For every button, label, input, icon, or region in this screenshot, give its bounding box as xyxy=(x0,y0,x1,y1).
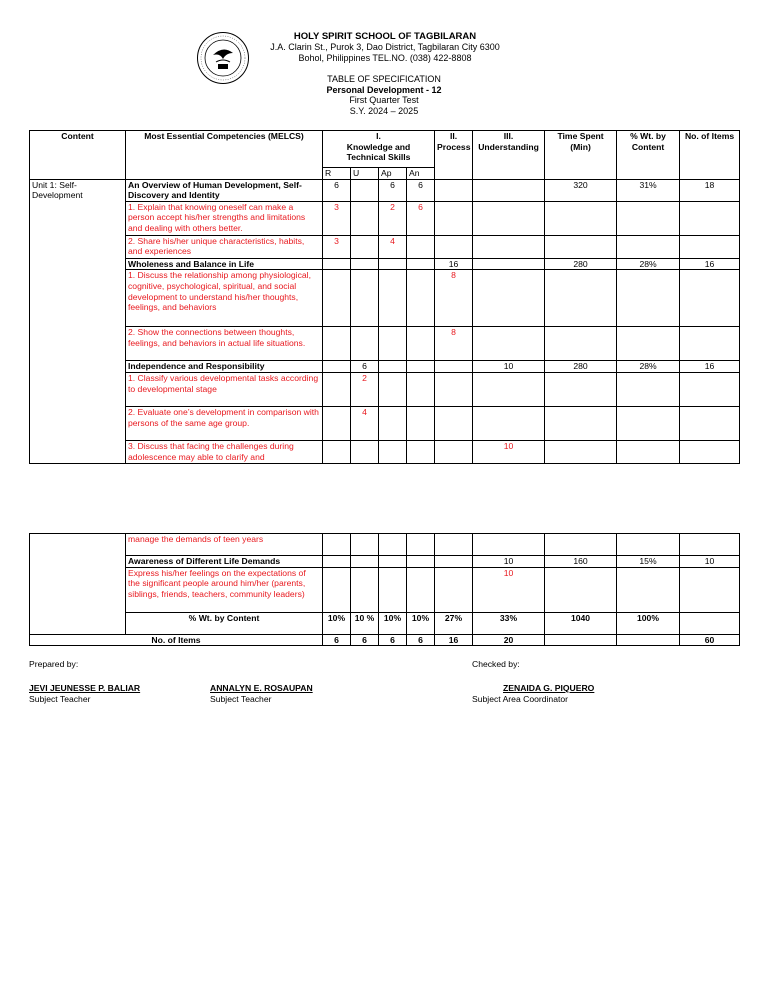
cell-understanding: 10 xyxy=(473,556,545,568)
total-weight-understanding: 33% xyxy=(473,612,545,634)
table-row xyxy=(30,361,740,373)
competency-text: 2. Share his/her unique characteristics, habits, and experiences xyxy=(126,235,323,258)
items-total-row xyxy=(30,634,740,646)
cell-process: 8 xyxy=(435,327,473,361)
table-row xyxy=(30,179,740,201)
competency-text: 2. Show the connections between thoughts, feelings, and behaviors in actual life situations. xyxy=(126,327,323,361)
total-items-an: 6 xyxy=(407,634,435,646)
signatory-role: Subject Teacher xyxy=(210,694,272,704)
table-row xyxy=(30,406,740,440)
unit-cell: Unit 1: Self-Development xyxy=(30,179,126,463)
weight-total-label: % Wt. by Content xyxy=(126,612,323,634)
school-address-line1: J.A. Clarin St., Purok 3, Dao District, Tagbilaran City 6300 xyxy=(270,42,500,52)
cell-u: 4 xyxy=(351,406,379,440)
document-title: TABLE OF SPECIFICATION xyxy=(327,74,441,84)
table-row xyxy=(30,235,740,258)
competency-text: 2. Evaluate one’s development in comparison with persons of the same age group. xyxy=(126,406,323,440)
cell-r: 3 xyxy=(323,201,351,235)
cell-understanding: 10 xyxy=(473,361,545,373)
total-items-ap: 6 xyxy=(379,634,407,646)
cell-weight: 15% xyxy=(617,556,680,568)
col-header-r: R xyxy=(323,168,351,180)
cell-items: 18 xyxy=(680,179,740,201)
table-row xyxy=(30,556,740,568)
col-header-items: No. of Items xyxy=(680,131,740,180)
signatory-name: ANNALYN E. ROSAUPAN xyxy=(210,683,313,693)
cell-time: 320 xyxy=(545,179,617,201)
competency-text: 1. Discuss the relationship among physiological, cognitive, psychological, spiritual, and social development to understand his/her thoughts, feelings, and behaviors xyxy=(126,270,323,327)
cell-u: 6 xyxy=(351,361,379,373)
cell-process: 16 xyxy=(435,258,473,270)
cell-time: 160 xyxy=(545,556,617,568)
total-time: 1040 xyxy=(545,612,617,634)
table-row xyxy=(30,440,740,463)
cell-items: 16 xyxy=(680,361,740,373)
table-row xyxy=(30,327,740,361)
competency-text: Express his/her feelings on the expectations of the significant people around him/her (parents, siblings, friends, teachers, community leaders) xyxy=(126,567,323,612)
col-header-melcs: Most Essential Competencies (MELCS) xyxy=(126,131,323,180)
cell-time: 280 xyxy=(545,361,617,373)
total-weight-process: 27% xyxy=(435,612,473,634)
col-header-understanding: III. Understanding xyxy=(473,131,545,180)
cell-understanding: 10 xyxy=(473,440,545,463)
cell-items: 10 xyxy=(680,556,740,568)
cell-items: 16 xyxy=(680,258,740,270)
school-address-line2: Bohol, Philippines TEL.NO. (038) 422-8808 xyxy=(298,53,472,63)
table-row xyxy=(30,258,740,270)
table-row xyxy=(30,201,740,235)
weight-total-row xyxy=(30,612,740,634)
cell-an: 6 xyxy=(407,201,435,235)
cell-understanding: 10 xyxy=(473,567,545,612)
total-items-process: 16 xyxy=(435,634,473,646)
header-row xyxy=(30,131,740,168)
total-weight-content: 100% xyxy=(617,612,680,634)
signature-block-1 xyxy=(29,683,140,705)
school-year: S.Y. 2024 – 2025 xyxy=(349,105,419,116)
table-row xyxy=(30,270,740,327)
cell-r: 3 xyxy=(323,235,351,258)
col-header-an: An xyxy=(407,168,435,180)
col-header-weight: % Wt. by Content xyxy=(617,131,680,180)
competency-text: manage the demands of teen years xyxy=(126,534,323,556)
table-row xyxy=(30,567,740,612)
knowledge-line1: Knowledge and xyxy=(346,141,411,152)
cell-r: 6 xyxy=(323,179,351,201)
total-weight-ap: 10% xyxy=(379,612,407,634)
signature-block-3 xyxy=(472,683,594,705)
signatory-name: ZENAIDA G. PIQUERO xyxy=(503,683,595,693)
cell-process: 8 xyxy=(435,270,473,327)
checked-by-label: Checked by: xyxy=(472,659,520,669)
total-weight-r: 10% xyxy=(323,612,351,634)
signatory-role: Subject Area Coordinator xyxy=(472,694,569,704)
table-row xyxy=(30,372,740,406)
col-header-process: II. Process xyxy=(435,131,473,180)
total-items: 60 xyxy=(680,634,740,646)
cell-u: 2 xyxy=(351,372,379,406)
items-total-label: No. of Items xyxy=(30,634,323,646)
total-items-u: 6 xyxy=(351,634,379,646)
knowledge-line2: Technical Skills xyxy=(346,152,411,163)
prepared-by-label: Prepared by: xyxy=(29,659,79,669)
col-header-u: U xyxy=(351,168,379,180)
total-weight-an: 10% xyxy=(407,612,435,634)
cell-time: 280 xyxy=(545,258,617,270)
subject-title: Personal Development - 12 xyxy=(326,84,442,95)
cell-weight: 28% xyxy=(617,258,680,270)
total-weight-u: 10 % xyxy=(351,612,379,634)
competency-text: 1. Classify various developmental tasks according to developmental stage xyxy=(126,372,323,406)
cell-an: 6 xyxy=(407,179,435,201)
cell-ap: 2 xyxy=(379,201,407,235)
specification-table-page1 xyxy=(29,130,740,464)
cell-weight: 31% xyxy=(617,179,680,201)
total-items-understanding: 20 xyxy=(473,634,545,646)
cell-weight: 28% xyxy=(617,361,680,373)
signature-block-2 xyxy=(210,683,313,705)
section-title: Awareness of Different Life Demands xyxy=(126,556,323,568)
knowledge-number: I. xyxy=(376,131,381,141)
col-header-ap: Ap xyxy=(379,168,407,180)
cell-ap: 6 xyxy=(379,179,407,201)
signatory-role: Subject Teacher xyxy=(29,694,91,704)
table-row xyxy=(30,534,740,556)
competency-text: 1. Explain that knowing oneself can make a person accept his/her strengths and limitations and dealing with others better. xyxy=(126,201,323,235)
section-title: Wholeness and Balance in Life xyxy=(126,258,323,270)
col-header-knowledge xyxy=(323,131,435,168)
school-info xyxy=(255,31,515,64)
competency-text: 3. Discuss that facing the challenges during adolescence may able to clarify and xyxy=(126,440,323,463)
signatory-name: JEVI JEUNESSE P. BALIAR xyxy=(29,683,141,693)
cell-ap: 4 xyxy=(379,235,407,258)
col-header-time: Time Spent (Min) xyxy=(545,131,617,180)
school-name: HOLY SPIRIT SCHOOL OF TAGBILARAN xyxy=(293,31,477,42)
col-header-content: Content xyxy=(30,131,126,180)
specification-table-page2 xyxy=(29,533,740,646)
section-title: Independence and Responsibility xyxy=(126,361,323,373)
section-title: An Overview of Human Development, Self-Discovery and Identity xyxy=(126,179,323,201)
total-items-r: 6 xyxy=(323,634,351,646)
school-seal-logo xyxy=(196,31,250,85)
test-name: First Quarter Test xyxy=(349,95,419,105)
document-title-block xyxy=(284,74,484,116)
